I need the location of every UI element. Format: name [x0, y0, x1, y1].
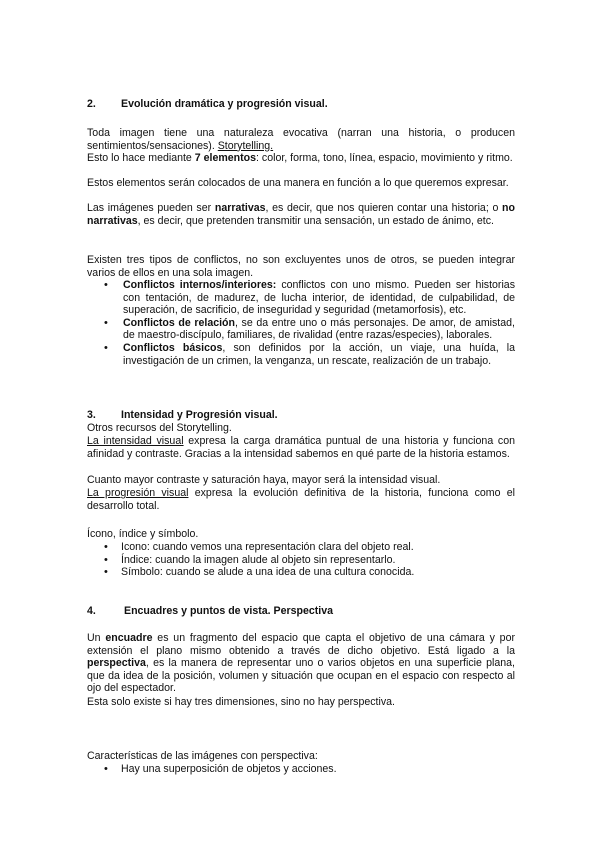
- section-2-paragraph-5: Existen tres tipos de conflictos, no son excluyentes unos de otros, se pueden integrar varios de ellos en una sola imagen.: [87, 254, 515, 279]
- list-item: • Hay una superposición de objetos y acciones.: [87, 763, 515, 776]
- perspective-list: [87, 763, 515, 776]
- bold-text: encuadre: [105, 632, 153, 644]
- section-3-heading: [87, 409, 515, 422]
- section-4-paragraph-3: Características de las imágenes con perspectiva:: [87, 750, 318, 762]
- section-2-number: 2.: [87, 98, 96, 110]
- underlined-term: La progresión visual: [87, 487, 189, 499]
- list-item: [87, 279, 515, 317]
- section-3-paragraph-5: Ícono, índice y símbolo.: [87, 528, 199, 540]
- section-2-paragraph-4: [87, 202, 515, 227]
- section-3-paragraph-4: [87, 487, 515, 512]
- bold-text: 7 elementos: [194, 152, 257, 164]
- section-2-paragraph-1: [87, 127, 515, 152]
- storytelling-link[interactable]: Storytelling.: [217, 139, 274, 152]
- bold-text: Conflictos básicos: [123, 341, 223, 354]
- text: Esto lo hace mediante: [87, 152, 195, 164]
- section-4-paragraph-2: Esta solo existe si hay tres dimensiones, sino no hay perspectiva.: [87, 696, 395, 708]
- section-3-number: 3.: [87, 409, 96, 421]
- bold-text: Conflictos de relación: [123, 316, 235, 329]
- list-item: [87, 317, 515, 342]
- list-item: • Símbolo: cuando se alude a una idea de una cultura conocida.: [87, 566, 515, 579]
- text: Las imágenes pueden ser: [87, 202, 215, 214]
- section-4-paragraph-1: [87, 632, 515, 695]
- section-2-heading: [87, 98, 515, 111]
- section-4-number: 4.: [87, 605, 96, 617]
- text: , es decir, que nos quieren contar una historia; o: [265, 202, 503, 214]
- section-4-heading: [87, 605, 515, 618]
- text: expresa la carga dramática puntual de una historia y funciona con afinidad y contraste. Gracias a la intensidad sabemos en qué parte de la historia estamos.: [87, 435, 515, 460]
- section-2-title: Evolución dramática y progresión visual.: [121, 98, 328, 110]
- text: es un fragmento del espacio que capta el objetivo de una cámara y por extensión el plano mismo obtenido a través de dicho objetivo. Está ligado a la: [87, 632, 515, 657]
- sign-types-list: [87, 541, 515, 579]
- section-3-paragraph-1: Otros recursos del Storytelling.: [87, 422, 232, 434]
- text: Toda imagen tiene una naturaleza evocativa (narran una historia, o producen sentimientos/sensaciones).: [87, 127, 515, 152]
- section-3-paragraph-2: [87, 435, 515, 460]
- text: : color, forma, tono, línea, espacio, movimiento y ritmo.: [256, 152, 513, 164]
- section-4-title: Encuadres y puntos de vista. Perspectiva: [124, 605, 334, 617]
- text: Un: [87, 632, 106, 644]
- section-3-paragraph-3: Cuanto mayor contraste y saturación haya, mayor será la intensidad visual.: [87, 474, 441, 486]
- bold-text: Conflictos internos/interiores:: [123, 279, 277, 291]
- section-2-paragraph-3: Estos elementos serán colocados de una manera en función a lo que queremos expresar.: [87, 177, 509, 189]
- bold-text: narrativas: [214, 202, 266, 214]
- text: , se da entre uno o más personajes. De amor, de amistad, de maestro-discípulo, familiares, de rivalidad (entre razas/especies), laborales.: [123, 316, 515, 342]
- text: , es decir, que pretenden transmitir una sensación, un estado de ánimo, etc.: [137, 214, 494, 227]
- conflict-list: [87, 279, 515, 367]
- section-3-title: Intensidad y Progresión visual.: [121, 409, 278, 421]
- section-2-paragraph-2: [87, 152, 515, 165]
- bold-text: no narrativas: [87, 202, 515, 227]
- text: , es la manera de representar uno o varios objetos en una superficie plana, que da idea de la posición, volumen y situación que ocupan en el espacio con respecto al ojo del espectador.: [87, 657, 515, 695]
- text: conflictos con uno mismo. Pueden ser historias con tentación, de madurez, de lucha interior, de identidad, de culpabilidad, de superación, de sacrificio, de inseguridad y seguridad (metamorfosis), etc.: [123, 279, 515, 317]
- text: expresa la evolución definitiva de la historia, funciona como el desarrollo total.: [87, 487, 515, 512]
- underlined-term: La intensidad visual: [87, 435, 184, 447]
- list-item: • Icono: cuando vemos una representación clara del objeto real.: [87, 541, 515, 554]
- list-item: [87, 342, 515, 367]
- text: , son definidos por la acción, un viaje, una huída, la investigación de un crimen, la venganza, un rescate, realización de un trabajo.: [123, 341, 516, 367]
- list-item: • Índice: cuando la imagen alude al objeto sin representarlo.: [87, 554, 515, 567]
- bold-text: perspectiva: [87, 657, 146, 670]
